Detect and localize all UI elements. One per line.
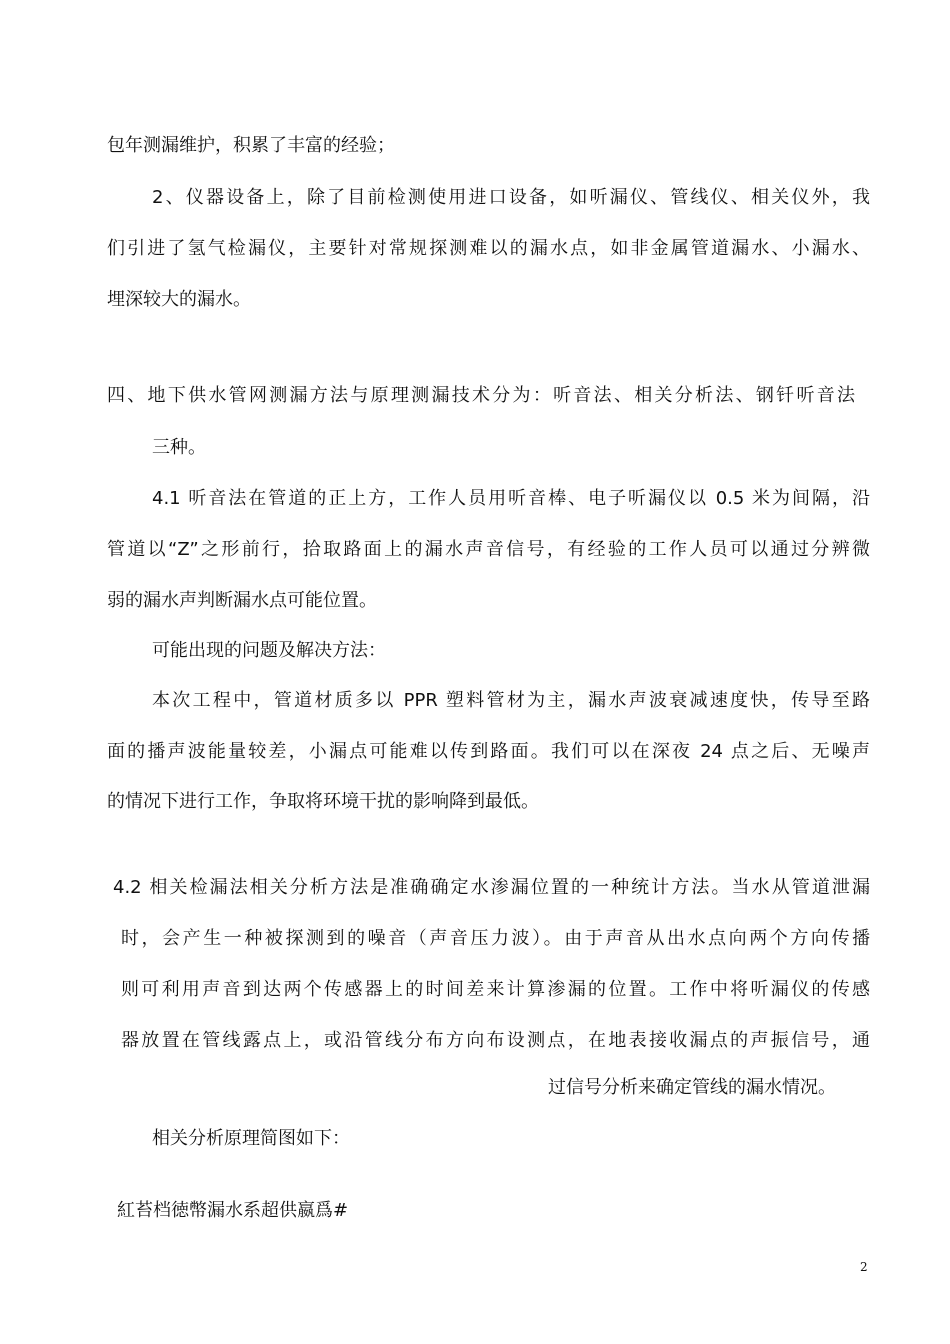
text-line: 2、仪器设备上，除了目前检测使用进口设备，如听漏仪、管线仪、相关仪外，我 bbox=[152, 187, 870, 208]
text-line: 们引进了氢气检漏仪，主要针对常规探测难以的漏水点，如非金属管道漏水、小漏水、 bbox=[107, 238, 870, 259]
text-line: 器放置在管线露点上，或沿管线分布方向布设测点，在地表接收漏点的声振信号，通 bbox=[121, 1030, 870, 1051]
text-line: 三种。 bbox=[152, 437, 206, 458]
text-line: 包年测漏维护，积累了丰富的经验； bbox=[107, 135, 395, 156]
text-line: 的情况下进行工作，争取将环境干扰的影响降到最低。 bbox=[107, 791, 539, 812]
text-line: 可能出现的问题及解决方法： bbox=[152, 640, 386, 661]
text-line: 4.2 相关检漏法相关分析方法是准确确定水渗漏位置的一种统计方法。当水从管道泄漏 bbox=[113, 877, 870, 898]
text-line: 相关分析原理简图如下： bbox=[152, 1128, 350, 1149]
page-number: 2 bbox=[860, 1260, 868, 1274]
text-line: 则可利用声音到达两个传感器上的时间差来计算渗漏的位置。工作中将听漏仪的传感 bbox=[121, 979, 870, 1000]
text-line: 过信号分析来确定管线的漏水情况。 bbox=[548, 1077, 836, 1098]
text-line: 面的播声波能量较差，小漏点可能难以传到路面。我们可以在深夜 24 点之后、无噪声 bbox=[107, 741, 870, 762]
figure-caption: 紅苔档徳幣漏水系超供嬴爲# bbox=[117, 1200, 349, 1221]
text-line: 弱的漏水声判断漏水点可能位置。 bbox=[107, 590, 377, 611]
section-heading: 四、地下供水管网测漏方法与原理测漏技术分为：听音法、相关分析法、钢钎听音法 bbox=[107, 385, 855, 406]
text-line: 4.1 听音法在管道的正上方，工作人员用听音棒、电子听漏仪以 0.5 米为间隔，沿 bbox=[152, 488, 870, 509]
text-line: 本次工程中，管道材质多以 PPR 塑料管材为主，漏水声波衰减速度快，传导至路 bbox=[152, 690, 870, 711]
text-line: 埋深较大的漏水。 bbox=[107, 289, 251, 310]
text-line: 时，会产生一种被探测到的噪音（声音压力波）。由于声音从出水点向两个方向传播 bbox=[121, 928, 870, 949]
text-line: 管道以“Z”之形前行，拾取路面上的漏水声音信号，有经验的工作人员可以通过分辨微 bbox=[107, 539, 870, 560]
